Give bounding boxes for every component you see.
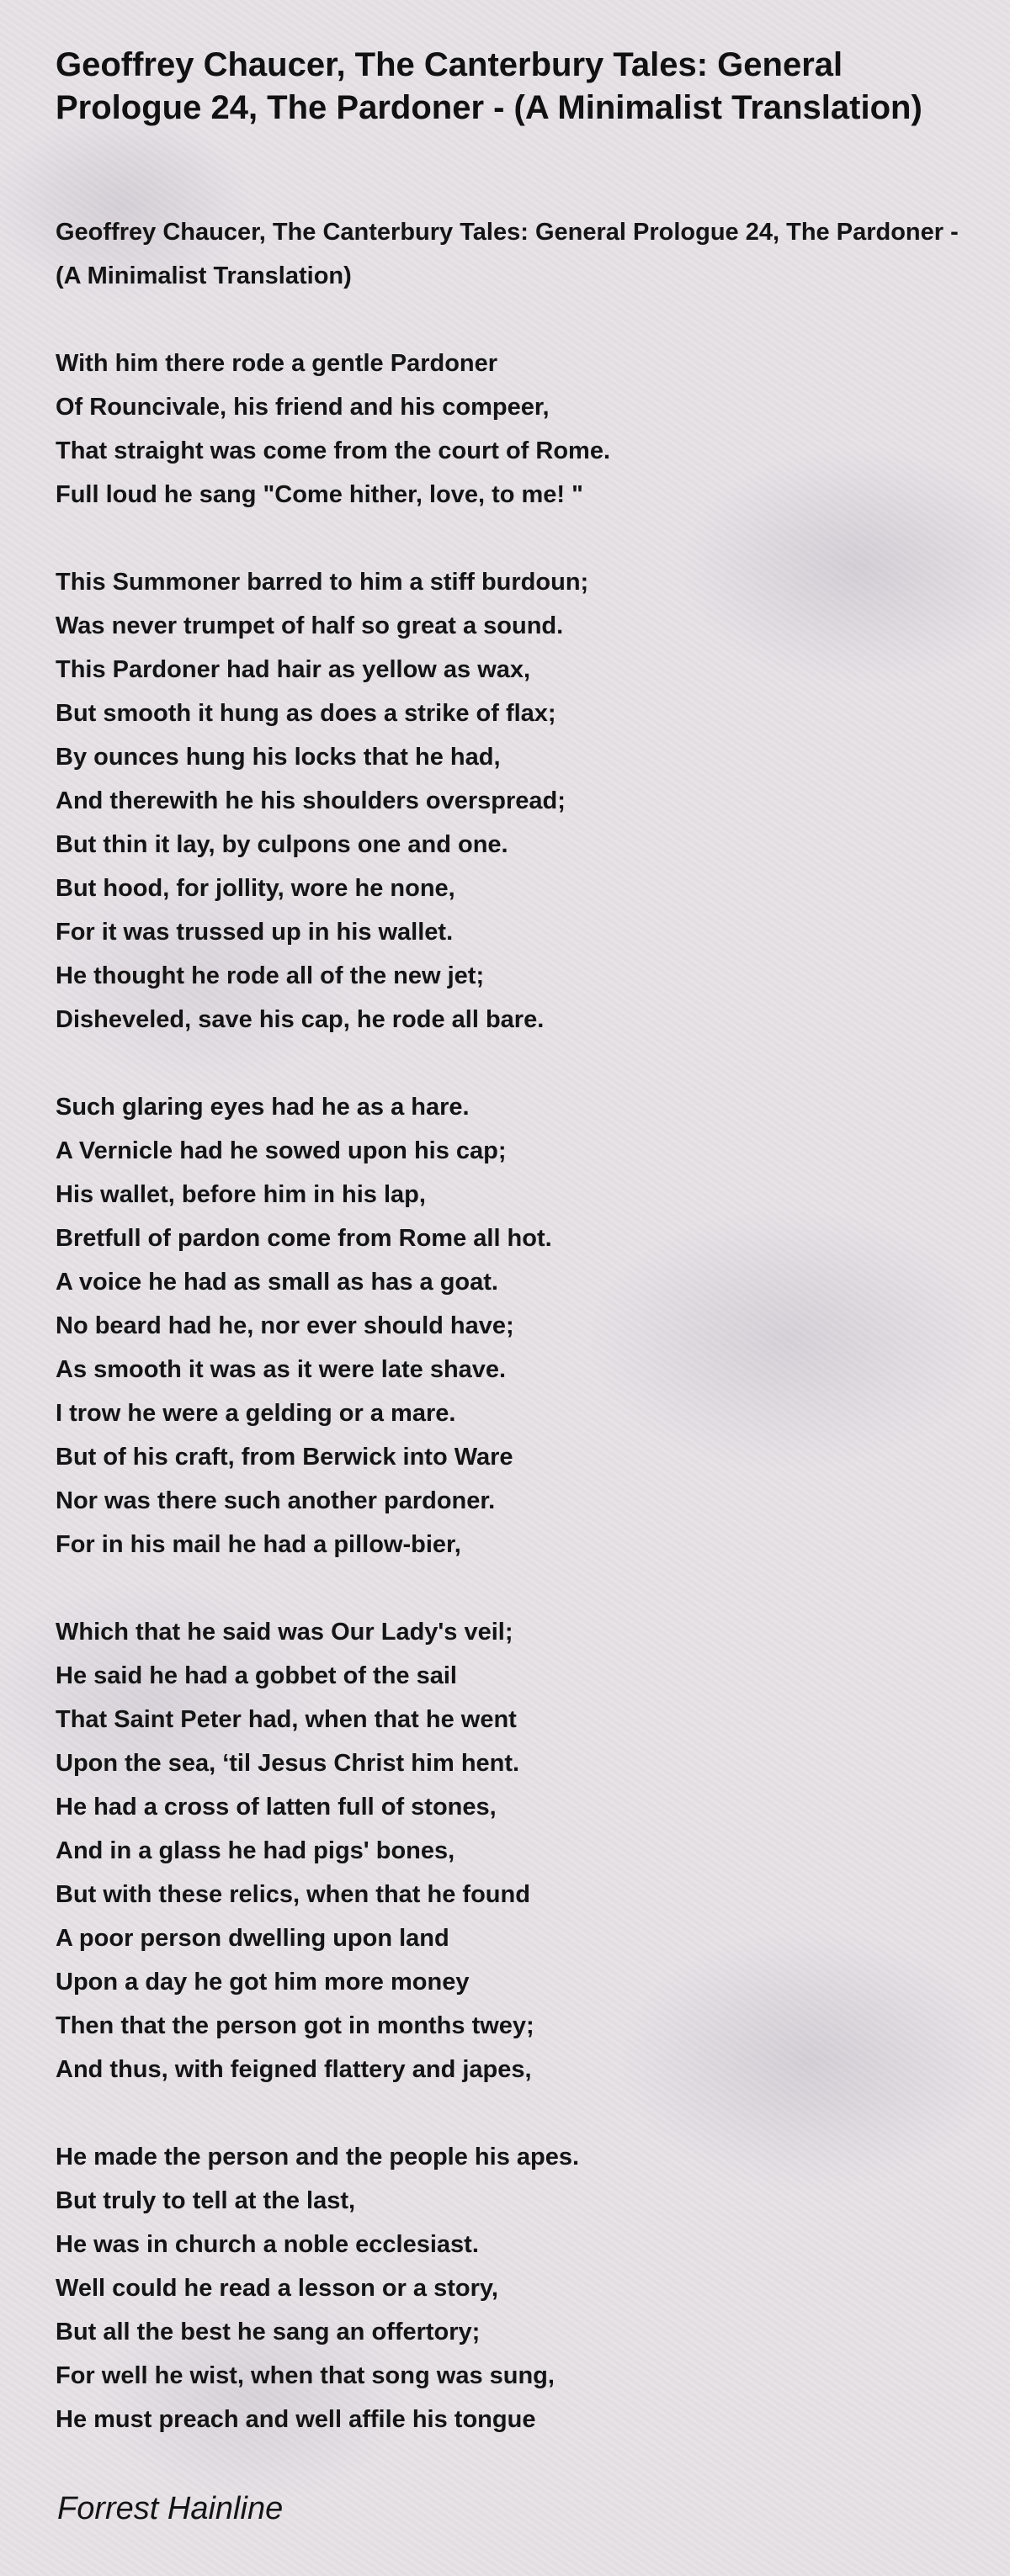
poem-line: He made the person and the people his apes.	[56, 2144, 580, 2171]
poem-line: But of his craft, from Berwick into Ware	[56, 1444, 513, 1471]
poem-line: For well he wist, when that song was sung,	[56, 2362, 555, 2389]
poem-stanza	[56, 1610, 965, 2091]
poem-stanza	[56, 342, 965, 517]
poem-line: Upon a day he got him more money	[56, 1969, 470, 1996]
poem-line: But hood, for jollity, wore he none,	[56, 875, 455, 902]
poem-line: This Pardoner had hair as yellow as wax,	[56, 656, 531, 683]
poem-line: Disheveled, save his cap, he rode all bare.	[56, 1006, 545, 1033]
poem-line: Full loud he sang "Come hither, love, to me! "	[56, 481, 583, 508]
poem-line: As smooth it was as it were late shave.	[56, 1356, 507, 1383]
poem-line: Then that the person got in months twey;	[56, 2012, 534, 2039]
poem-line: Which that he said was Our Lady's veil;	[56, 1619, 513, 1646]
poem-line: But smooth it hung as does a strike of flax;	[56, 700, 556, 727]
poem-line: And thus, with feigned flattery and japes,	[56, 2056, 532, 2083]
poem-line: But all the best he sang an offertory;	[56, 2319, 481, 2345]
poem-line: No beard had he, nor ever should have;	[56, 1312, 514, 1339]
poem-line: He had a cross of latten full of stones,	[56, 1794, 497, 1821]
poem-line: And therewith he his shoulders overspread;	[56, 787, 566, 814]
poem-line: Nor was there such another pardoner.	[56, 1487, 496, 1514]
poem-line: This Summoner barred to him a stiff burdoun;	[56, 569, 589, 596]
poem-line: A voice he had as small as has a goat.	[56, 1269, 498, 1296]
poem-line: Was never trumpet of half so great a sound.	[56, 612, 564, 639]
poem-line: For it was trussed up in his wallet.	[56, 919, 454, 946]
poem-line: And in a glass he had pigs' bones,	[56, 1837, 455, 1864]
poem-line: He said he had a gobbet of the sail	[56, 1662, 457, 1689]
poem-line: That straight was come from the court of Rome.	[56, 437, 611, 464]
poem-line: Such glaring eyes had he as a hare.	[56, 1094, 470, 1121]
poem-line: Well could he read a lesson or a story,	[56, 2275, 498, 2302]
poem-intro	[56, 210, 965, 298]
poem-line: He must preach and well affile his tongue	[56, 2406, 536, 2433]
poem-line: But with these relics, when that he found	[56, 1881, 530, 1908]
poem-line: Bretfull of pardon come from Rome all hot.	[56, 1225, 552, 1252]
poem-line: A Vernicle had he sowed upon his cap;	[56, 1137, 507, 1164]
poem-line: Upon the sea, ‘til Jesus Christ him hent.	[56, 1750, 520, 1777]
poem-line: For in his mail he had a pillow-bier,	[56, 1531, 461, 1558]
poem-stanza	[56, 2135, 965, 2441]
poem-stanza	[56, 1085, 965, 1566]
poem-line: By ounces hung his locks that he had,	[56, 744, 501, 771]
poem-title: Geoffrey Chaucer, The Canterbury Tales: General Prologue 24, The Pardoner - (A Minimalist Translation)	[56, 46, 922, 126]
poem-line: Of Rouncivale, his friend and his compeer,	[56, 394, 550, 421]
poem-line: That Saint Peter had, when that he went	[56, 1706, 517, 1733]
poem-line: His wallet, before him in his lap,	[56, 1181, 426, 1208]
poem-stanza	[56, 560, 965, 1042]
poem-line: He thought he rode all of the new jet;	[56, 962, 485, 989]
poem-author: Forrest Hainline	[57, 2491, 284, 2526]
poem-line: But truly to tell at the last,	[56, 2187, 356, 2214]
poem-line: He was in church a noble ecclesiast.	[56, 2231, 479, 2258]
poem-line: I trow he were a gelding or a mare.	[56, 1400, 456, 1427]
poem-line: A poor person dwelling upon land	[56, 1925, 449, 1952]
poem-body	[56, 210, 965, 2485]
poem-stanzas	[56, 342, 965, 2441]
poem-intro-text: Geoffrey Chaucer, The Canterbury Tales: General Prologue 24, The Pardoner - (A Minimalist Translation)	[56, 219, 959, 289]
poem-line: But thin it lay, by culpons one and one.	[56, 831, 508, 858]
poem-line: With him there rode a gentle Pardoner	[56, 350, 498, 377]
